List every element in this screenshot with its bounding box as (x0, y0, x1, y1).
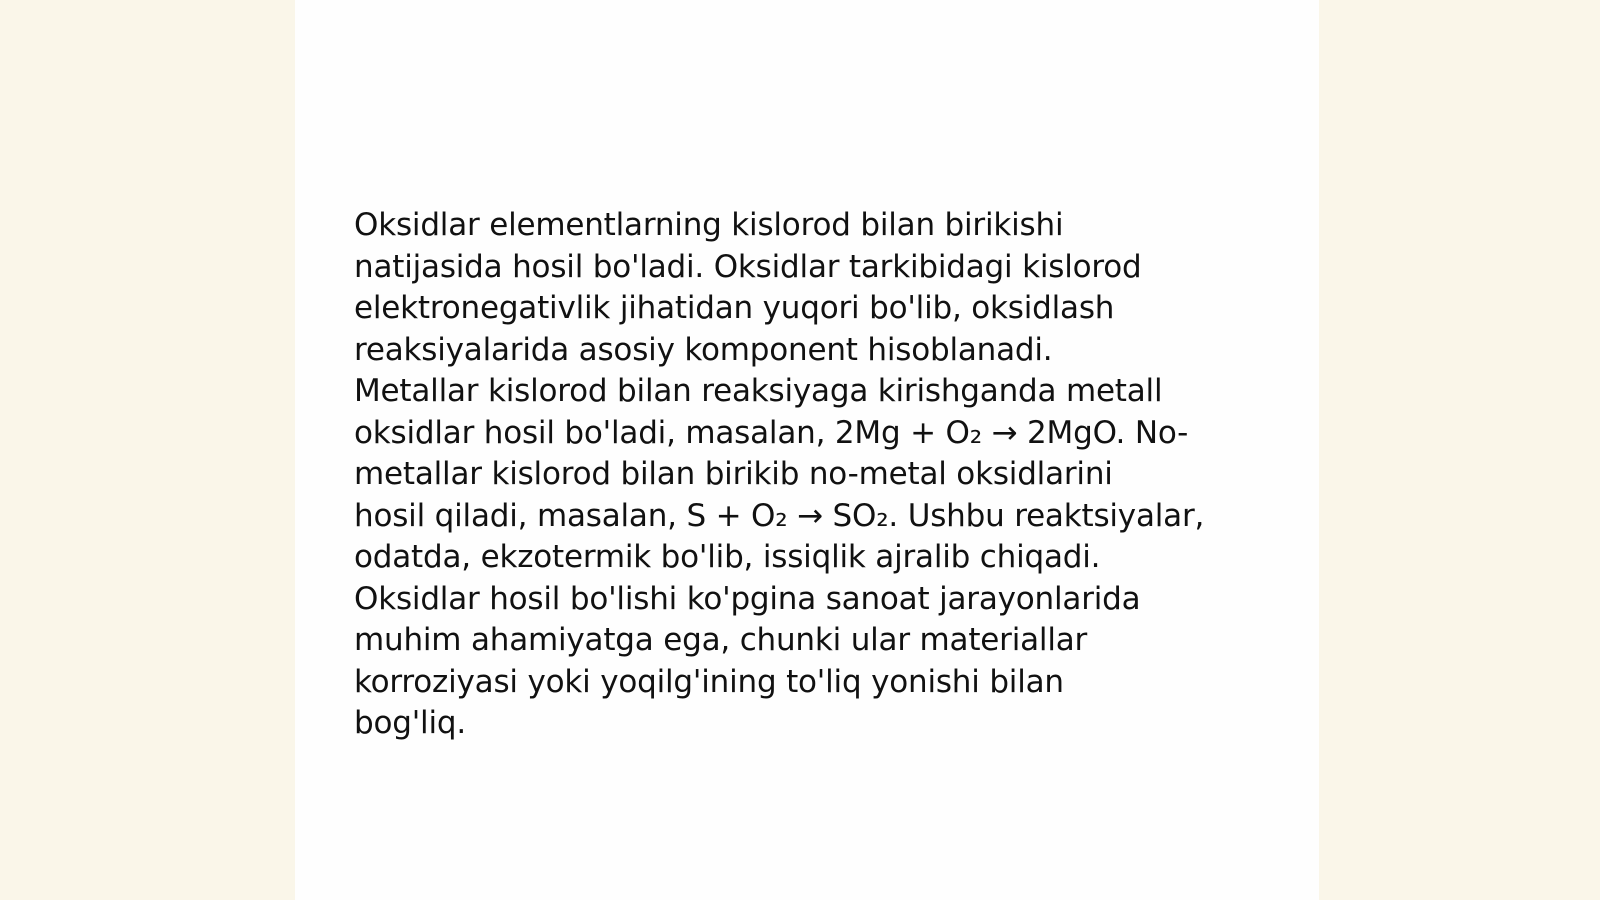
left-background-band (0, 0, 295, 900)
slide-panel (295, 0, 1319, 900)
slide-body-text: Oksidlar elementlarning kislorod bilan birikishi natijasida hosil bo'ladi. Oksidlar tarkibidagi kislorod elektronegativlik jihatidan yuqori bo'lib, oksidlash reaksiyalarida asosiy komponent hisoblanadi. Metallar kislorod bilan reaksiyaga kirishganda metall oksidlar hosil bo'ladi, masalan, 2Mg + O₂ → 2MgO. No- metallar kislorod bilan birikib no-metal oksidlarini hosil qiladi, masalan, S + O₂ → SO₂. Ushbu reaktsiyalar, odatda, ekzotermik bo'lib, issiqlik ajralib chiqadi. Oksidlar hosil bo'lishi ko'pgina sanoat jarayonlarida muhim ahamiyatga ega, chunki ular materiallar korroziyasi yoki yoqilg'ining to'liq yonishi bilan bog'liq. (354, 207, 1205, 741)
right-background-band (1319, 0, 1600, 900)
